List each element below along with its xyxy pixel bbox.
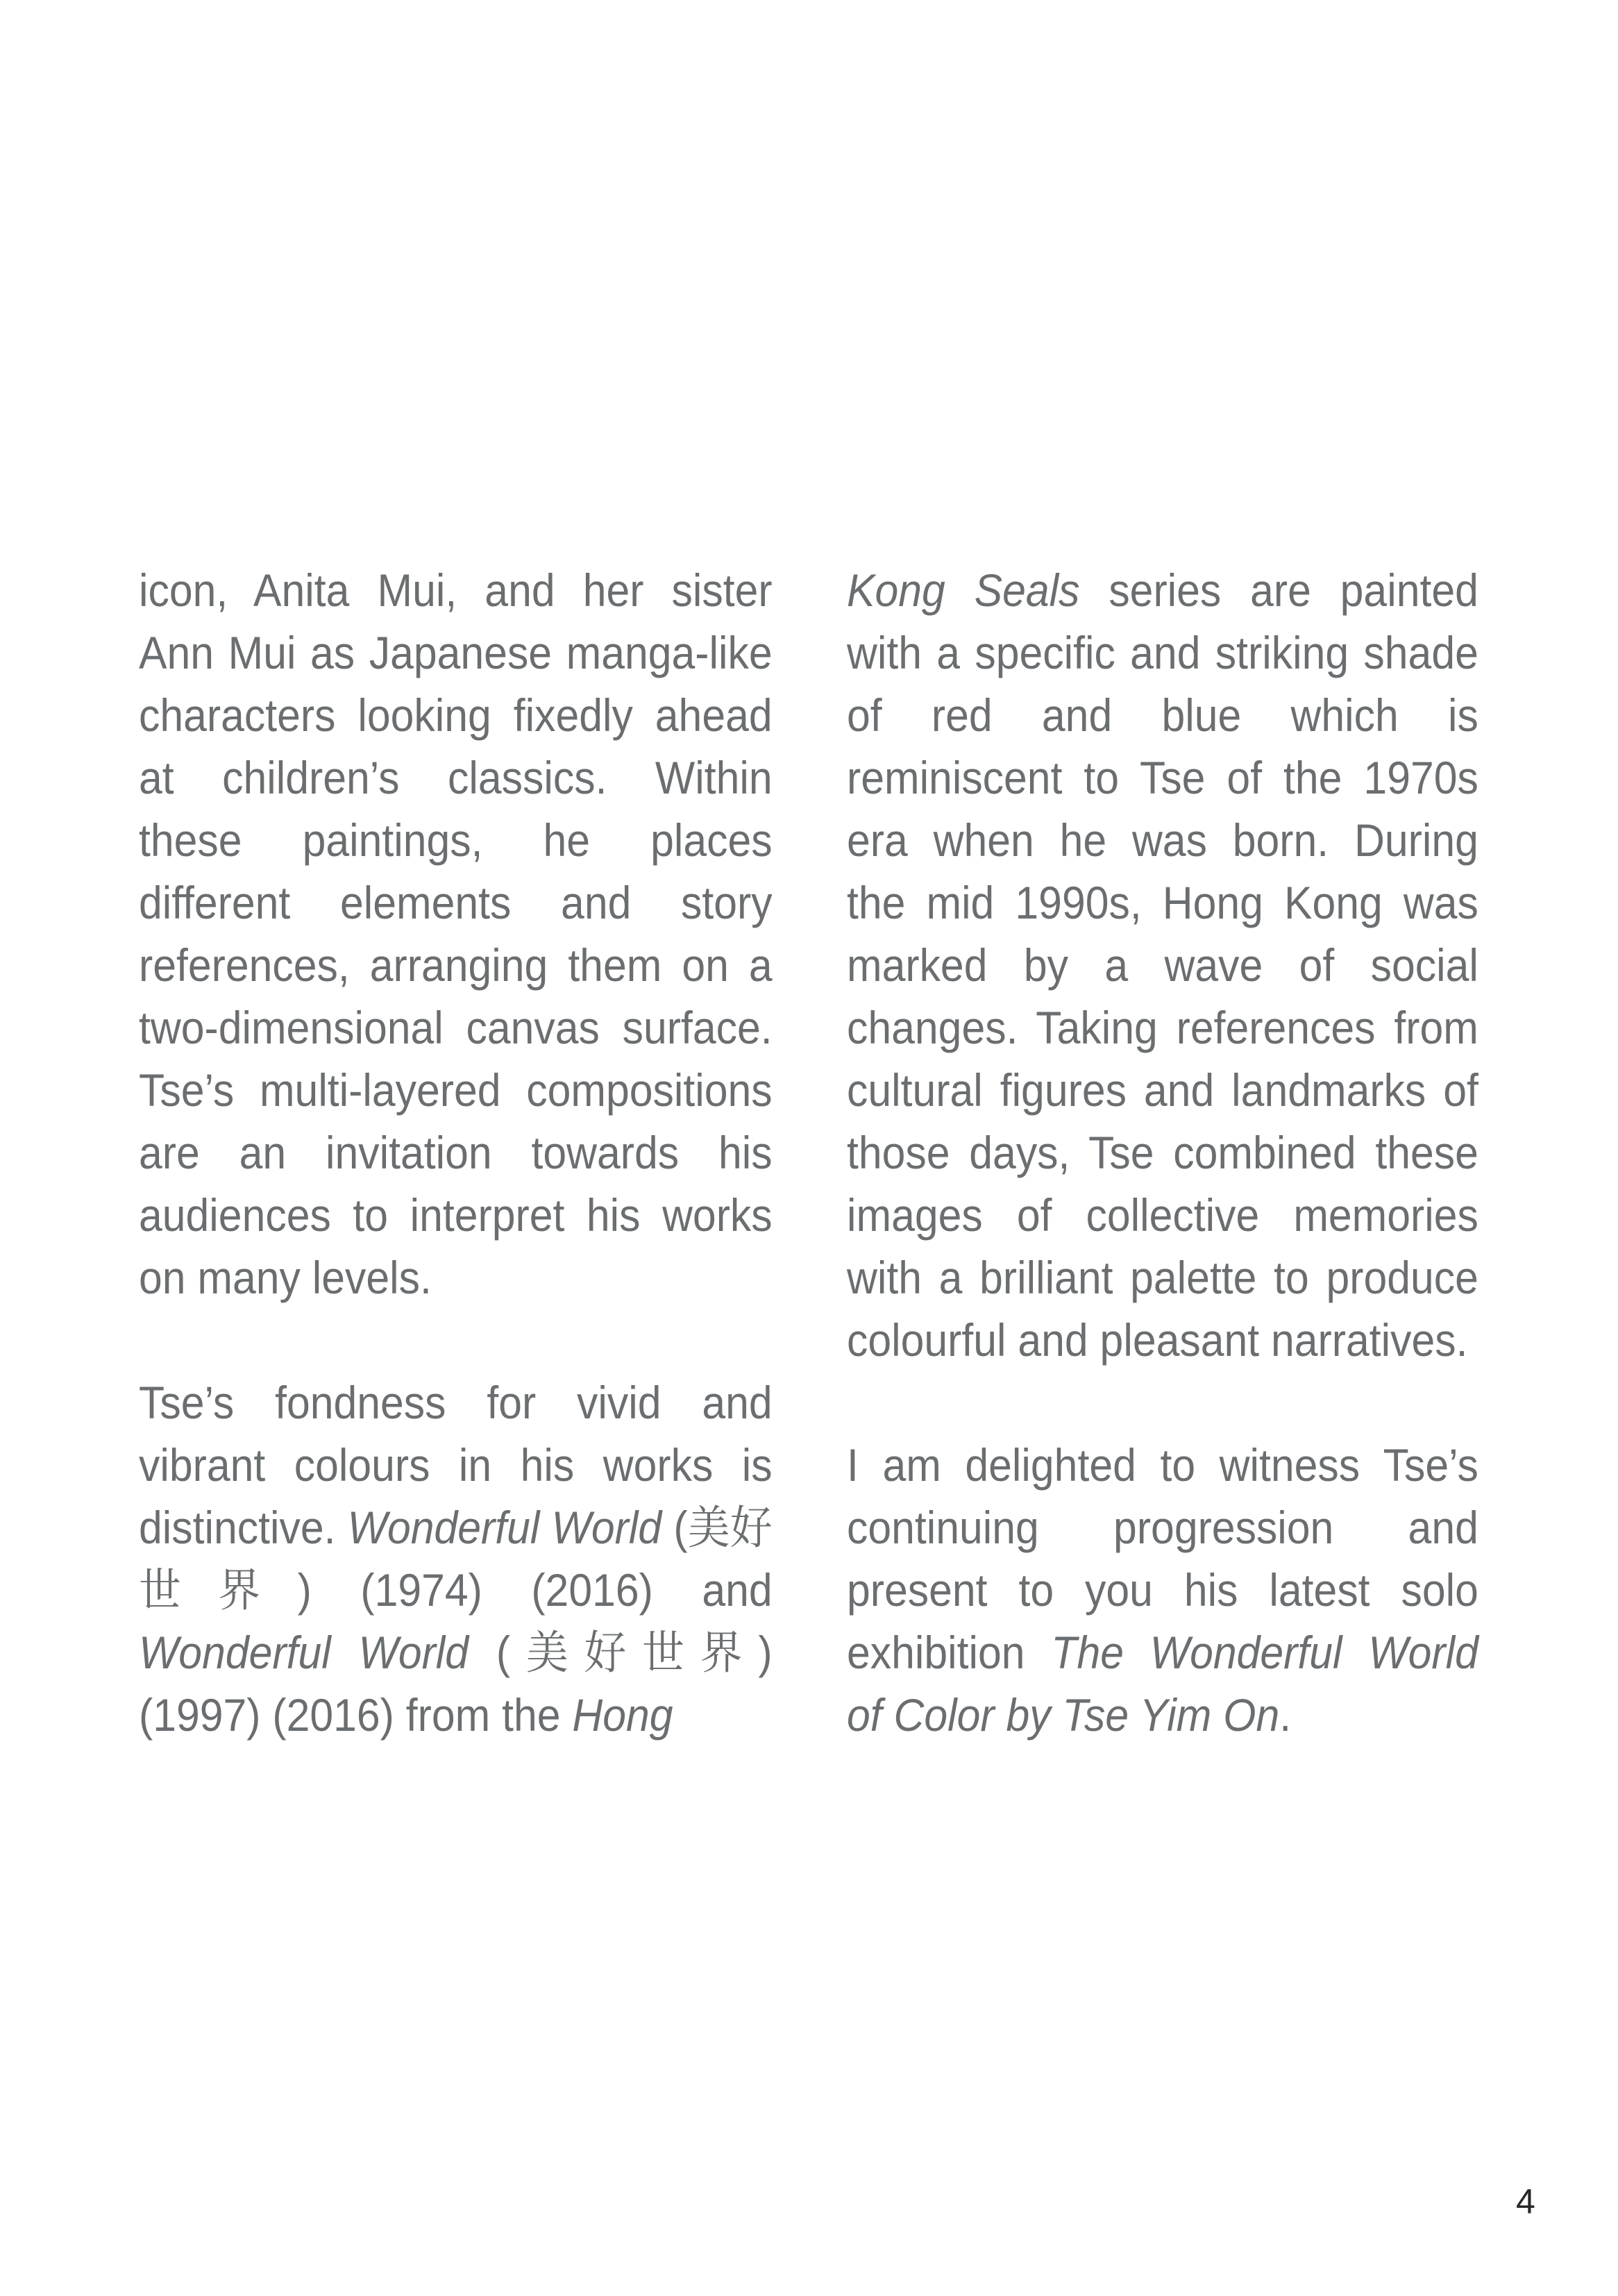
- text-segment: (美好世界) (1974) (2016) and: [139, 1502, 773, 1616]
- text-segment: (美好世界) (1997) (2016) from the: [139, 1627, 773, 1741]
- italic-text-segment: Wonderful World: [347, 1502, 662, 1553]
- left-text-column: [139, 559, 773, 1746]
- paragraph: [847, 1434, 1478, 1746]
- text-segment: Tse’s fondness for vivid and vibrant colours in his works is distinctive.: [139, 1377, 773, 1553]
- text-segment: icon, Anita Mui, and her sister Ann Mui as Japanese manga-like characters looking fixedly ahead at children’s classics. Within these paintings, he places different elements and story references, arranging them on a two-dimensional canvas surface. Tse’s multi-layered compositions are an invitation towards his audiences to interpret his works on many levels.: [139, 564, 773, 1303]
- paragraph: [139, 559, 773, 1309]
- text-segment: I am delighted to witness Tse’s continuing progression and present to you his latest solo exhibition: [847, 1439, 1478, 1678]
- right-text-column: [847, 559, 1478, 1746]
- text-segment: .: [1279, 1689, 1292, 1741]
- page-number: 4: [1516, 2182, 1535, 2221]
- text-segment: series are painted with a specific and striking shade of red and blue which is reminiscent to Tse of the 1970s era when he was born. During the mid 1990s, Hong Kong was marked by a wave of social changes. Taking references from cultural figures and landmarks of those days, Tse combined these images of collective memories with a brilliant palette to produce colourful and pleasant narratives.: [847, 564, 1478, 1366]
- paragraph: [847, 559, 1478, 1371]
- italic-text-segment: The Wonderful World of Color by Tse Yim On: [847, 1627, 1478, 1741]
- italic-text-segment: Wonderful World: [139, 1627, 469, 1678]
- italic-text-segment: Hong: [572, 1689, 673, 1741]
- paragraph: [139, 1371, 773, 1746]
- italic-text-segment: Kong Seals: [847, 564, 1080, 616]
